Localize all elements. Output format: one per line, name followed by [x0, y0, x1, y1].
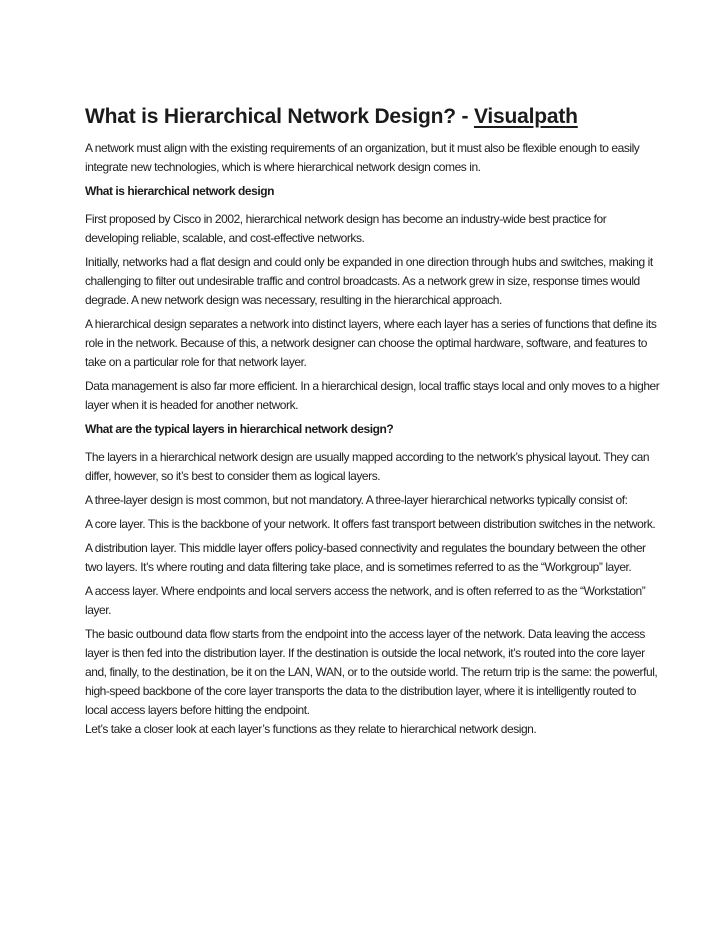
paragraph-logical-layers: The layers in a hierarchical network design are usually mapped according to the network’s physical layout. They can differ, however, so it’s best to consider them as logical layers.	[85, 450, 650, 483]
paragraph-cisco-history: First proposed by Cisco in 2002, hierarchical network design has become an industry-wide best practice for developing reliable, scalable, and cost-effective networks.	[85, 212, 607, 245]
paragraph-data-management: Data management is also far more efficient. In a hierarchical design, local traffic stays local and only moves to a higher layer when it is headed for another network.	[85, 379, 660, 412]
paragraph-layer-separation: A hierarchical design separates a network into distinct layers, where each layer has a series of functions that define its role in the network. Because of this, a network designer can choose the optimal hardware, software, and features to take on a particular role for that network layer.	[85, 317, 657, 369]
page-title-brand-link[interactable]: Visualpath	[473, 105, 578, 128]
section-heading-what-is: What is hierarchical network design	[85, 184, 274, 198]
paragraph-data-flow	[85, 625, 660, 739]
paragraph-distribution-layer: A distribution layer. This middle layer offers policy-based connectivity and regulates the boundary between the other two layers. It’s where routing and data filtering take place, and is sometimes referred to as the “Workgroup” layer.	[85, 541, 646, 574]
paragraph-intro: A network must align with the existing requirements of an organization, but it must also be flexible enough to easily integrate new technologies, which is where hierarchical network design comes in.	[85, 141, 640, 174]
paragraph-closing-line: Let’s take a closer look at each layer’s functions as they relate to hierarchical network design.	[85, 722, 537, 736]
section-heading-typical-layers: What are the typical layers in hierarchical network design?	[85, 422, 394, 436]
paragraph-access-layer: A access layer. Where endpoints and local servers access the network, and is often referred to as the “Workstation” layer.	[85, 584, 646, 617]
paragraph-flat-design: Initially, networks had a flat design and could only be expanded in one direction through hubs and switches, making it challenging to filter out undesirable traffic and control broadcasts. As a network grew in size, response times would degrade. A new network design was necessary, resulting in the hierarchical approach.	[85, 255, 653, 307]
paragraph-three-layer-design: A three-layer design is most common, but not mandatory. A three-layer hierarchical networks typically consist of:	[85, 493, 628, 507]
page-title	[85, 104, 660, 130]
paragraph-core-layer: A core layer. This is the backbone of your network. It offers fast transport between distribution switches in the network.	[85, 517, 656, 531]
page-title-text: What is Hierarchical Network Design? -	[85, 105, 474, 128]
paragraph-data-flow-text: The basic outbound data flow starts from the endpoint into the access layer of the network. Data leaving the access layer is then fed into the distribution layer. If the destination is outside the local network, it’s routed into the core layer and, finally, to the destination, be it on the LAN, WAN, or to the outside world. The return trip is the same: the powerful, high-speed backbone of the core layer transports the data to the distribution layer, where it is intelligently routed to local access layers before hitting the endpoint.	[85, 627, 658, 717]
